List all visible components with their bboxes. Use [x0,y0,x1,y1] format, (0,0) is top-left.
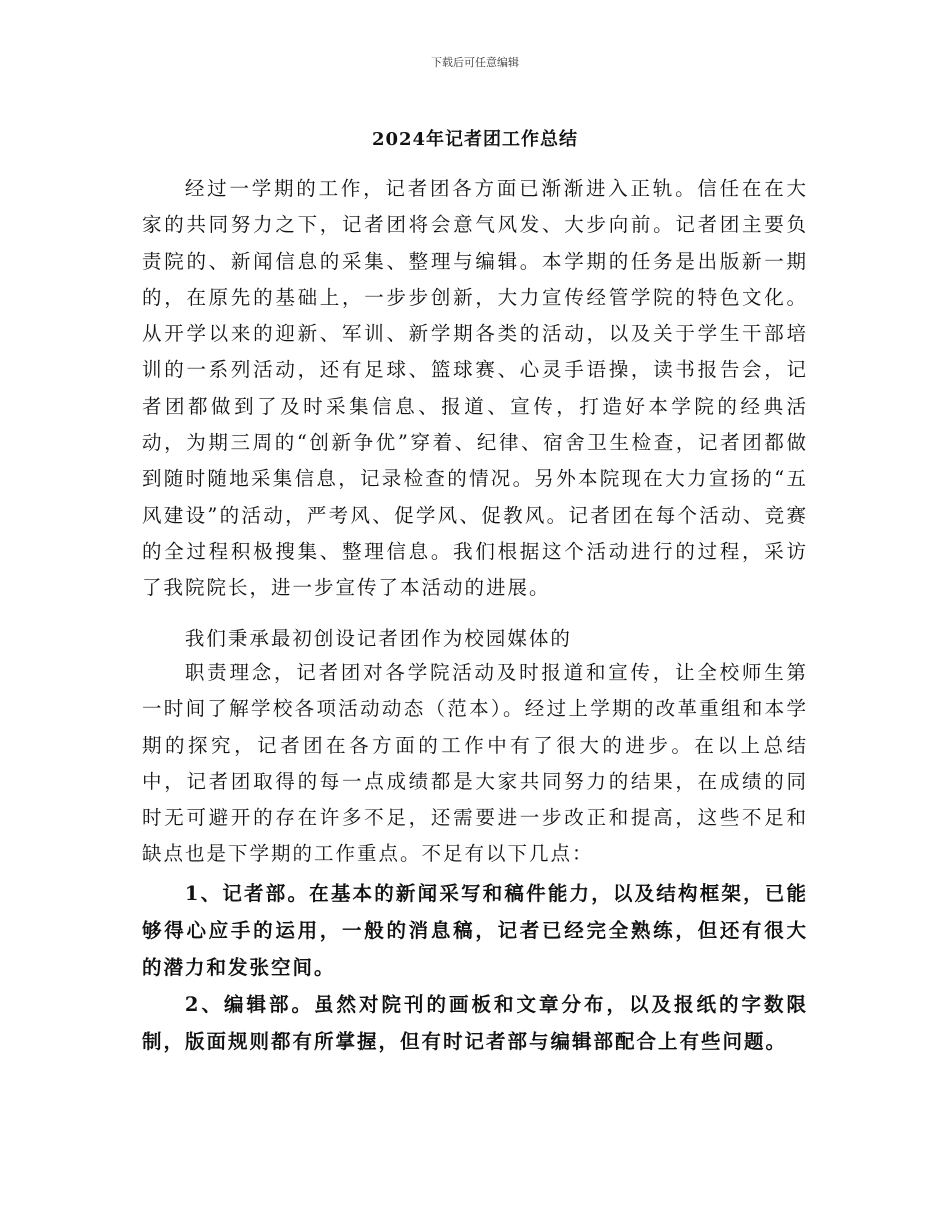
document-title: 2024年记者团工作总结 [371,129,579,150]
paragraph-editor-dept: 2、编辑部。虽然对院刊的画板和文章分布，以及报纸的字数限制，版面规则都有所掌握，但有时记者部与编辑部配合上有些问题。 [142,993,808,1053]
page-header-note: 下载后可任意编辑 [431,56,519,69]
paragraph-intro: 经过一学期的工作，记者团各方面已渐渐进入正轨。信任在在大家的共同努力之下，记者团将会意气风发、大步向前。记者团主要负责院的、新闻信息的采集、整理与编辑。本学期的任务是出版新一期的，在原先的基础上，一步步创新，大力宣传经管学院的特色文化。从开学以来的迎新、军训、新学期各类的活动，以及关于学生干部培训的一系列活动，还有足球、篮球赛、心灵手语操，读书报告会，记者团都做到了及时采集信息、报道、宣传，打造好本学院的经典活动，为期三周的“创新争优”穿着、纪律、宿舍卫生检查，记者团都做到随时随地采集信息，记录检查的情况。另外本院现在大力宣扬的“五风建设”的活动，严考风、促学风、促教风。记者团在每个活动、竞赛的全过程积极搜集、整理信息。我们根据这个活动进行的过程，采访了我院院长，进一步宣传了本活动的进展。 [142,177,808,600]
paragraph-mission: 我们秉承最初创设记者团作为校园媒体的 [184,627,572,650]
paragraph-progress: 职责理念，记者团对各学院活动及时报道和宣传，让全校师生第一时间了解学校各项活动动态（范本）。经过上学期的改革重组和本学期的探究，记者团在各方面的工作中有了很大的进步。在以上总结中，记者团取得的每一点成绩都是大家共同努力的结果，在成绩的同时无可避开的存在许多不足，还需要进一步改正和提高，这些不足和缺点也是下学期的工作重点。不足有以下几点： [142,661,808,866]
paragraph-reporter-dept: 1、记者部。在基本的新闻采写和稿件能力，以及结构框架，已能够得心应手的运用，一般的消息稿，记者已经完全熟练，但还有很大的潜力和发张空间。 [142,882,808,979]
